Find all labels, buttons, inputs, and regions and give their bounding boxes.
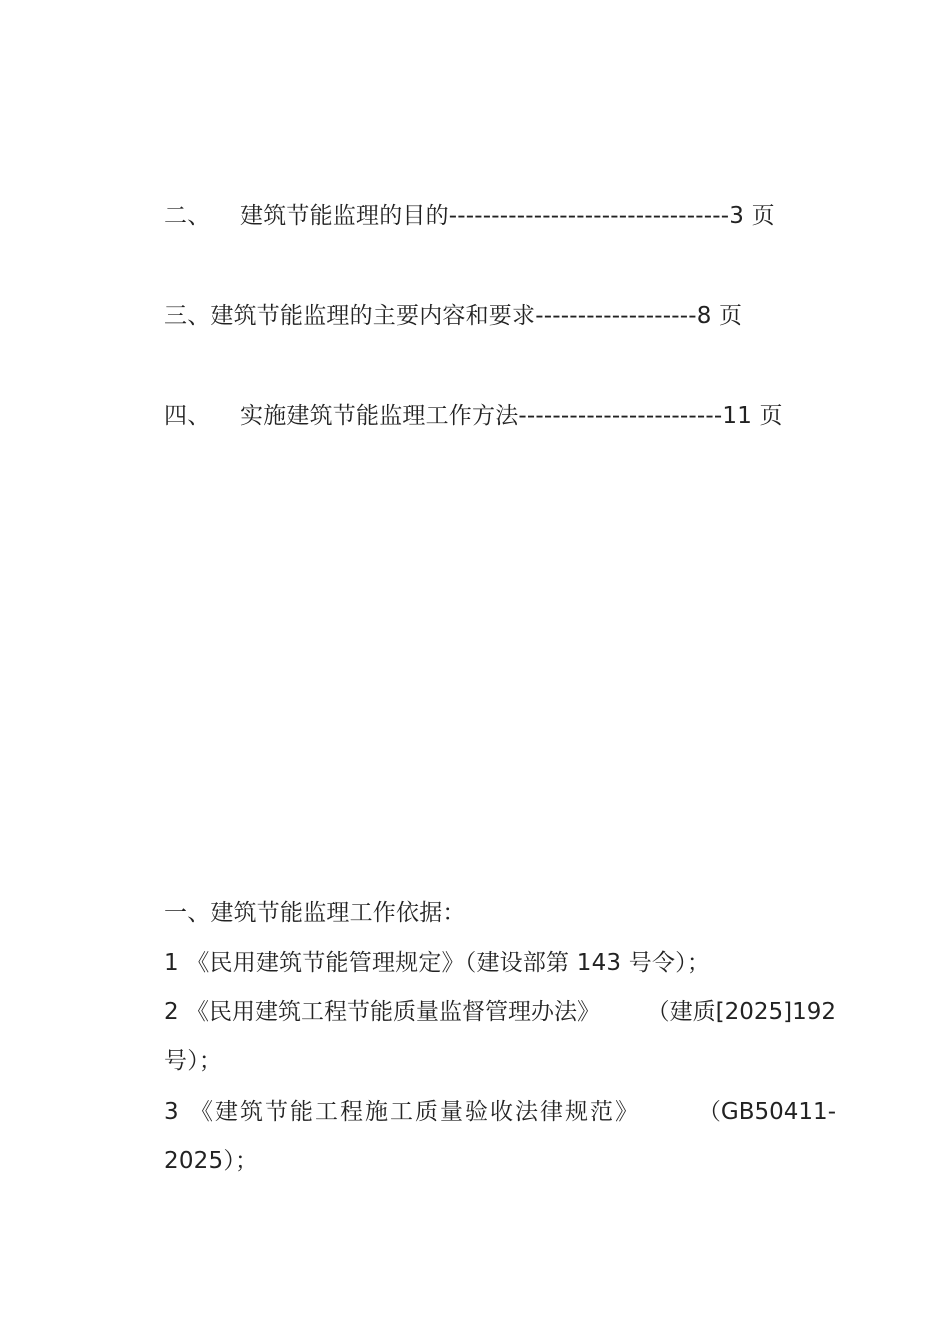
toc-item-number: 四、	[164, 403, 211, 429]
basis-item-1: 1 《民用建筑节能管理规定》（建设部第 143 号令）；	[164, 950, 711, 976]
basis-item-3	[164, 1097, 836, 1127]
basis-item-3-title: 3 《建筑节能工程施工质量验收法律规范》	[164, 1099, 640, 1125]
basis-item-2	[164, 997, 836, 1027]
basis-item-3-continuation: 2025）；	[164, 1148, 259, 1174]
basis-item-3-code: （GB50411-	[697, 1099, 836, 1125]
toc-item-text: 建筑节能监理的目的---------------------------------3 页	[240, 203, 775, 229]
toc-item-number: 三、	[164, 303, 211, 329]
basis-item-2-title: 2 《民用建筑工程节能质量监督管理办法》	[164, 999, 600, 1025]
toc-item-number: 二、	[164, 203, 211, 229]
section-heading: 一、建筑节能监理工作依据：	[164, 900, 466, 926]
toc-item-text: 建筑节能监理的主要内容和要求-------------------8 页	[210, 303, 743, 329]
toc-item-4	[164, 401, 783, 431]
basis-item-2-continuation: 号）；	[164, 1048, 223, 1074]
basis-item-2-code: （建质[2025]192	[646, 999, 836, 1025]
toc-item-2	[164, 201, 775, 231]
toc-item-text: 实施建筑节能监理工作方法------------------------11 页	[240, 403, 783, 429]
toc-item-3	[164, 301, 742, 331]
